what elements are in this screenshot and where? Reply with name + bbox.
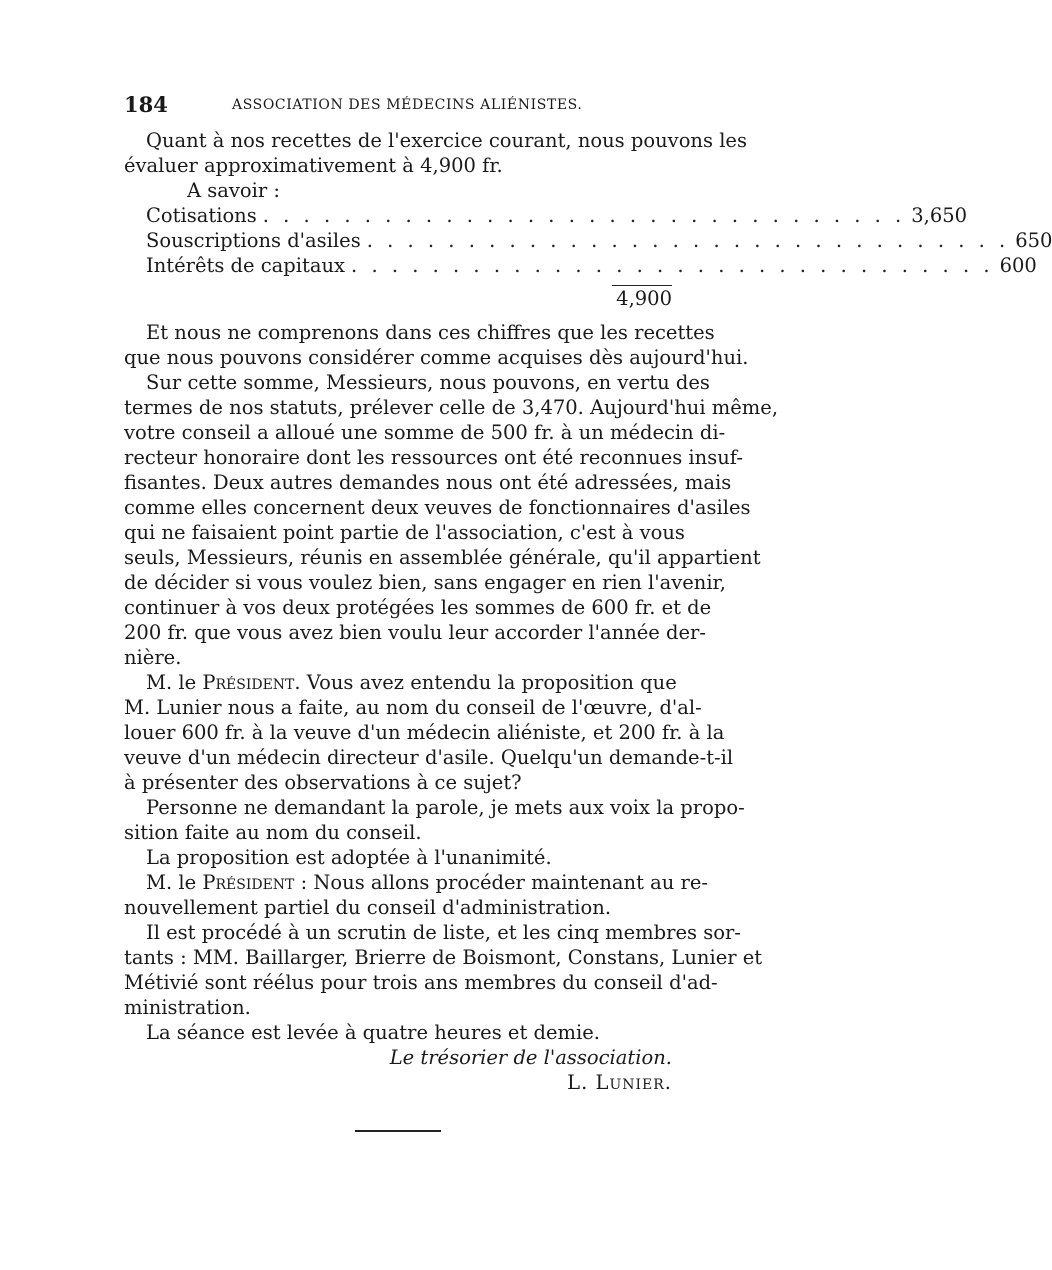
- text-line: évaluer approximativement à 4,900 fr.: [124, 154, 503, 177]
- text-line: fisantes. Deux autres demandes nous ont été adressées, mais: [124, 471, 732, 494]
- text-line: comme elles concernent deux veuves de fonctionnaires d'asiles: [124, 496, 751, 519]
- total-amount: 4,900: [616, 287, 672, 310]
- receipt-entry: [146, 228, 1052, 254]
- entry-amount: 3,650: [911, 204, 968, 227]
- receipt-entry: [146, 203, 968, 229]
- signature-surname: Lunier.: [595, 1071, 672, 1094]
- a-savoir-label: A savoir :: [187, 179, 280, 202]
- signature-initial: L.: [567, 1071, 596, 1094]
- text-line: Métivié sont réélus pour trois ans membres du conseil d'ad-: [124, 971, 718, 994]
- text-line: nière.: [124, 646, 182, 669]
- text-line: votre conseil a alloué une somme de 500 fr. à un médecin di-: [124, 421, 726, 444]
- text-line: à présenter des observations à ce sujet?: [124, 771, 522, 794]
- text-line: seuls, Messieurs, réunis en assemblée générale, qu'il appartient: [124, 546, 761, 569]
- entry-label: Cotisations: [146, 204, 257, 227]
- text-line: que nous pouvons considérer comme acquises dès aujourd'hui.: [124, 346, 749, 369]
- page-number: 184: [124, 92, 168, 117]
- text-line: [146, 670, 677, 696]
- text-line: Sur cette somme, Messieurs, nous pouvons, en vertu des: [146, 371, 710, 394]
- speaker-name: Président: [202, 871, 295, 894]
- end-rule: [355, 1130, 441, 1132]
- entry-label: Intérêts de capitaux: [146, 254, 346, 277]
- entry-amount: 600: [999, 254, 1037, 277]
- entry-amount: 650: [1015, 229, 1052, 252]
- speaker-prefix: M. le: [146, 671, 203, 694]
- text-line: [146, 870, 708, 896]
- speaker-prefix: M. le: [146, 871, 203, 894]
- text-line: continuer à vos deux protégées les sommes de 600 fr. et de: [124, 596, 712, 619]
- entry-label: Souscriptions d'asiles: [146, 229, 361, 252]
- text-line: louer 600 fr. à la veuve d'un médecin aliéniste, et 200 fr. à la: [124, 721, 725, 744]
- text-line: veuve d'un médecin directeur d'asile. Quelqu'un demande-t-il: [124, 746, 734, 769]
- text-line: Il est procédé à un scrutin de liste, et les cinq membres sor-: [146, 921, 741, 944]
- text-line: qui ne faisaient point partie de l'association, c'est à vous: [124, 521, 685, 544]
- text-line: termes de nos statuts, prélever celle de 3,470. Aujourd'hui même,: [124, 396, 779, 419]
- leader-dots: . . . . . . . . . . . . . . . . . . . . . . . . . . . . . . . .: [366, 229, 1010, 252]
- text-line: Quant à nos recettes de l'exercice courant, nous pouvons les: [146, 129, 747, 152]
- text-line: tants : MM. Baillarger, Brierre de Boismont, Constans, Lunier et: [124, 946, 763, 969]
- receipt-entry: [146, 253, 1037, 279]
- page-header: [124, 92, 670, 118]
- text-line: La proposition est adoptée à l'unanimité.: [146, 846, 552, 869]
- line-text: : Nous allons procéder maintenant au re-: [294, 871, 708, 894]
- text-line: 200 fr. que vous avez bien voulu leur accorder l'année der-: [124, 621, 706, 644]
- text-line: de décider si vous voulez bien, sans engager en rien l'avenir,: [124, 571, 726, 594]
- running-head: ASSOCIATION DES MÉDECINS ALIÉNISTES.: [232, 97, 583, 113]
- text-line: M. Lunier nous a faite, au nom du conseil de l'œuvre, d'al-: [124, 696, 702, 719]
- text-line: ministration.: [124, 996, 251, 1019]
- leader-dots: . . . . . . . . . . . . . . . . . . . . . . . . . . . . . . . .: [351, 254, 994, 277]
- speaker-name: Président: [202, 671, 295, 694]
- text-line: La séance est levée à quatre heures et demie.: [146, 1021, 600, 1044]
- line-text: . Vous avez entendu la proposition que: [294, 671, 677, 694]
- text-line: recteur honoraire dont les ressources ont été reconnues insuf-: [124, 446, 743, 469]
- signature-title: Le trésorier de l'association.: [389, 1046, 672, 1069]
- signature-name: [380, 1070, 672, 1096]
- text-line: Et nous ne comprenons dans ces chiffres que les recettes: [146, 321, 715, 344]
- leader-dots: . . . . . . . . . . . . . . . . . . . . . . . . . . . . . . . .: [262, 204, 906, 227]
- text-line: sition faite au nom du conseil.: [124, 821, 422, 844]
- text-line: nouvellement partiel du conseil d'administration.: [124, 896, 612, 919]
- text-line: Personne ne demandant la parole, je mets aux voix la propo-: [146, 796, 745, 819]
